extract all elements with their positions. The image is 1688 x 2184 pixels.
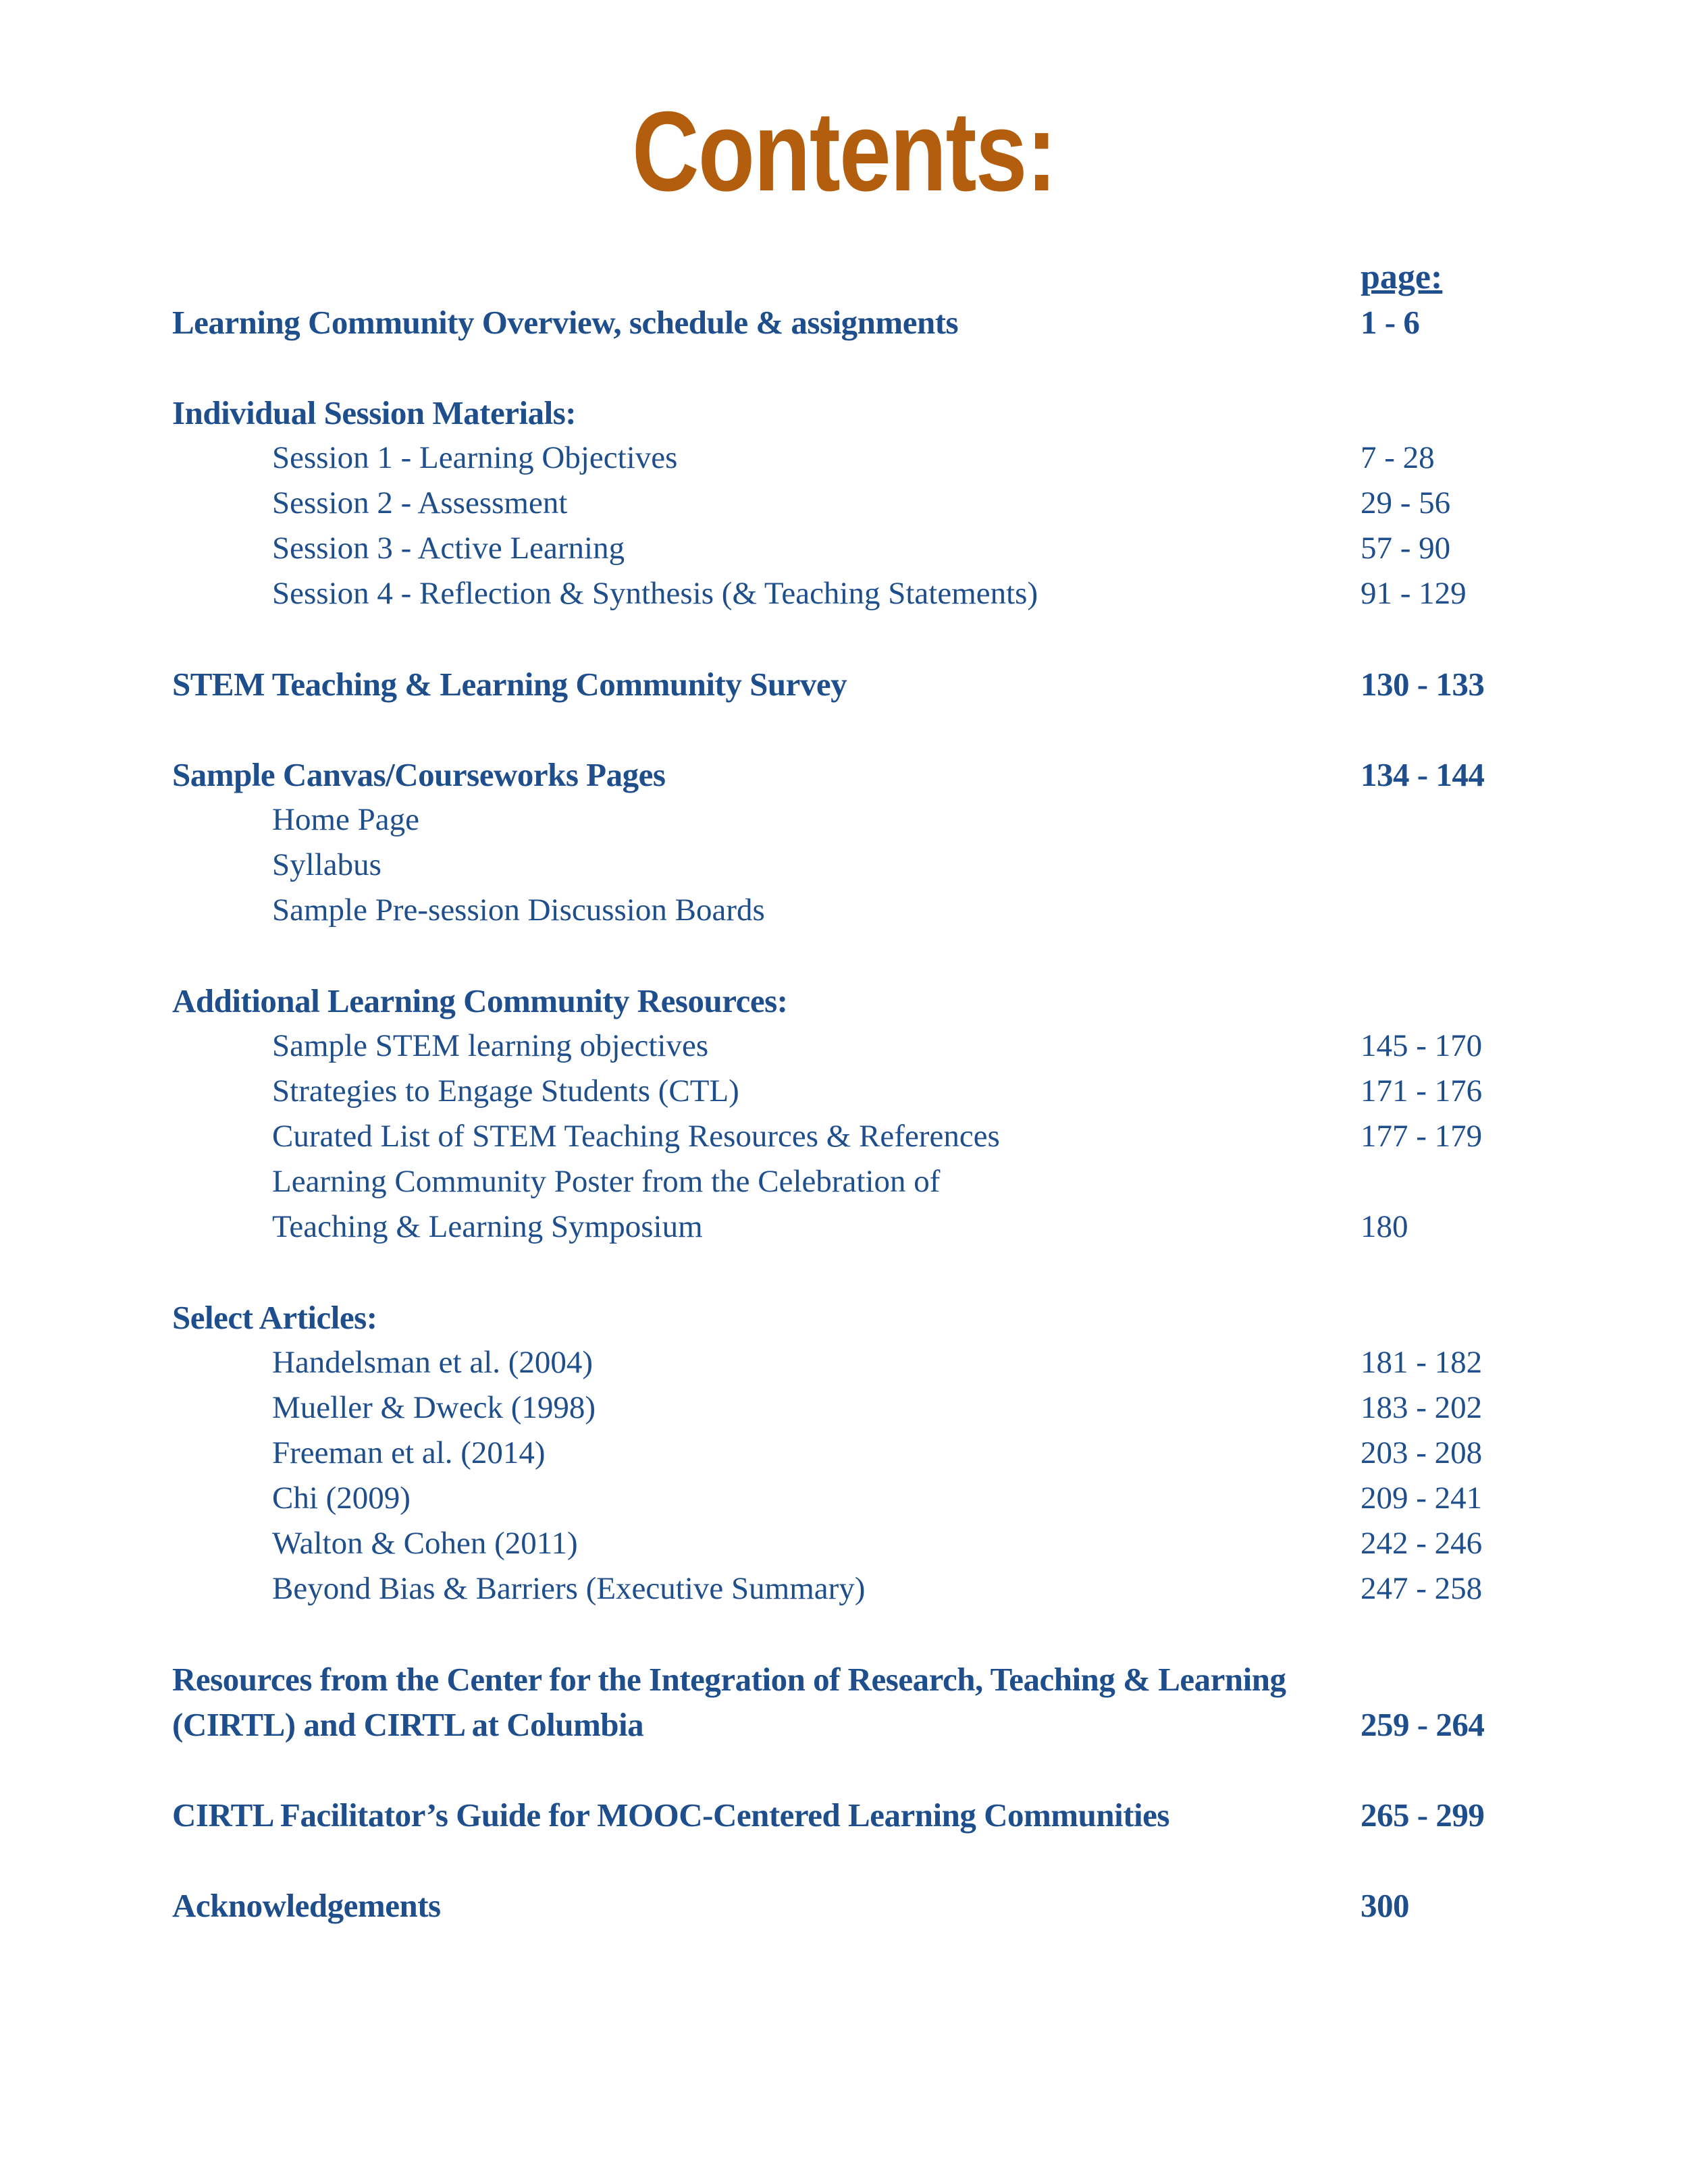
toc-entry-label: Learning Community Poster from the Celebration of: [272, 1164, 941, 1199]
toc-entry-pages: 203 - 208: [1361, 1435, 1483, 1470]
toc-entry-pages: 134 - 144: [1361, 756, 1485, 793]
toc-section-individual-sessions: [0, 390, 1688, 435]
toc-entry-pages: 29 - 56: [1361, 485, 1451, 521]
toc-entry-poster[interactable]: [0, 1159, 1688, 1204]
toc-entry-pages: 177 - 179: [1361, 1119, 1483, 1154]
toc-entry-label: Handelsman et al. (2004): [272, 1345, 594, 1380]
toc-section-additional-resources: [0, 978, 1688, 1023]
toc-entry-chi[interactable]: [0, 1476, 1688, 1521]
toc-entry-cirtl-resources[interactable]: [0, 1657, 1688, 1702]
toc-entry-pages: 247 - 258: [1361, 1571, 1483, 1606]
toc-entry-home-page[interactable]: [0, 797, 1688, 843]
toc-entry-pages: 180: [1361, 1209, 1408, 1244]
toc-entry-facilitator-guide[interactable]: [0, 1792, 1688, 1838]
toc-entry-label: Session 2 - Assessment: [272, 485, 568, 521]
page-column-header: page:: [1361, 258, 1443, 296]
toc-entry-strategies[interactable]: [0, 1069, 1688, 1114]
toc-entry-label: Strategies to Engage Students (CTL): [272, 1073, 739, 1109]
toc-entry-label: Walton & Cohen (2011): [272, 1526, 578, 1561]
toc-entry-pages: 242 - 246: [1361, 1526, 1483, 1561]
toc-entry-pages: 1 - 6: [1361, 304, 1420, 341]
toc-entry-session-2[interactable]: [0, 481, 1688, 526]
toc-entry-label: Freeman et al. (2014): [272, 1435, 546, 1470]
toc-entry-pages: 57 - 90: [1361, 531, 1451, 566]
toc-entry-label: Mueller & Dweck (1998): [272, 1390, 596, 1425]
toc-entry-survey[interactable]: [0, 662, 1688, 707]
toc-entry-beyond-bias[interactable]: [0, 1566, 1688, 1612]
toc-entry-pages: 183 - 202: [1361, 1390, 1483, 1425]
toc-entry-pages: 171 - 176: [1361, 1073, 1483, 1109]
toc-section-label: Individual Session Materials:: [172, 394, 577, 431]
toc-entry-canvas-pages[interactable]: [0, 752, 1688, 797]
toc-entry-label: Session 4 - Reflection & Synthesis (& Teaching Statements): [272, 576, 1038, 611]
toc-entry-freeman[interactable]: [0, 1431, 1688, 1476]
toc-entry-cirtl-resources-continued[interactable]: [0, 1702, 1688, 1747]
toc-entry-label: Session 1 - Learning Objectives: [272, 440, 678, 475]
toc-entry-pages: 265 - 299: [1361, 1796, 1485, 1834]
toc-entry-overview[interactable]: [0, 300, 1688, 345]
toc-entry-pages: 145 - 170: [1361, 1028, 1483, 1063]
toc-entry-label: STEM Teaching & Learning Community Survey: [172, 666, 847, 703]
toc-entry-acknowledgements[interactable]: [0, 1883, 1688, 1928]
toc-entry-discussion-boards[interactable]: [0, 888, 1688, 933]
toc-entry-label: Sample Pre-session Discussion Boards: [272, 893, 765, 928]
toc-entry-pages: 130 - 133: [1361, 666, 1485, 703]
toc-entry-stem-objectives[interactable]: [0, 1023, 1688, 1069]
toc-entry-pages: 300: [1361, 1887, 1409, 1924]
toc-entry-label: Syllabus: [272, 847, 381, 882]
toc-entry-session-4[interactable]: [0, 571, 1688, 616]
toc-entry-mueller[interactable]: [0, 1385, 1688, 1431]
page-title: Contents:: [631, 88, 1057, 215]
toc-entry-pages: 209 - 241: [1361, 1481, 1483, 1516]
toc-section-label: Select Articles:: [172, 1299, 377, 1336]
toc-entry-handelsman[interactable]: [0, 1340, 1688, 1385]
toc-entry-label: Home Page: [272, 802, 419, 837]
toc-entry-session-1[interactable]: [0, 435, 1688, 481]
toc-entry-label: Chi (2009): [272, 1481, 411, 1516]
toc-entry-label: Beyond Bias & Barriers (Executive Summary): [272, 1571, 866, 1606]
toc-entry-walton[interactable]: [0, 1521, 1688, 1566]
toc-entry-pages: 259 - 264: [1361, 1706, 1485, 1743]
toc-entry-label: Curated List of STEM Teaching Resources & References: [272, 1119, 1000, 1154]
toc-entry-label: (CIRTL) and CIRTL at Columbia: [172, 1706, 644, 1743]
toc-entry-pages: 91 - 129: [1361, 576, 1467, 611]
toc-section-label: Additional Learning Community Resources:: [172, 982, 788, 1019]
toc-entry-label: Sample Canvas/Courseworks Pages: [172, 756, 666, 793]
toc-entry-curated-list[interactable]: [0, 1114, 1688, 1159]
toc-entry-pages: 181 - 182: [1361, 1345, 1483, 1380]
toc-entry-label: Acknowledgements: [172, 1887, 441, 1924]
toc-entry-pages: 7 - 28: [1361, 440, 1435, 475]
toc-entry-label: Resources from the Center for the Integration of Research, Teaching & Learning: [172, 1661, 1286, 1698]
toc-section-select-articles: [0, 1295, 1688, 1340]
toc-entry-session-3[interactable]: [0, 526, 1688, 571]
toc-entry-label: Session 3 - Active Learning: [272, 531, 625, 566]
toc-entry-label: Learning Community Overview, schedule & assignments: [172, 304, 959, 341]
toc-entry-syllabus[interactable]: [0, 843, 1688, 888]
toc-entry-label: Teaching & Learning Symposium: [272, 1209, 703, 1244]
toc-entry-label: CIRTL Facilitator’s Guide for MOOC-Centered Learning Communities: [172, 1796, 1169, 1834]
toc-entry-poster-continued[interactable]: [0, 1204, 1688, 1250]
toc-entry-label: Sample STEM learning objectives: [272, 1028, 709, 1063]
